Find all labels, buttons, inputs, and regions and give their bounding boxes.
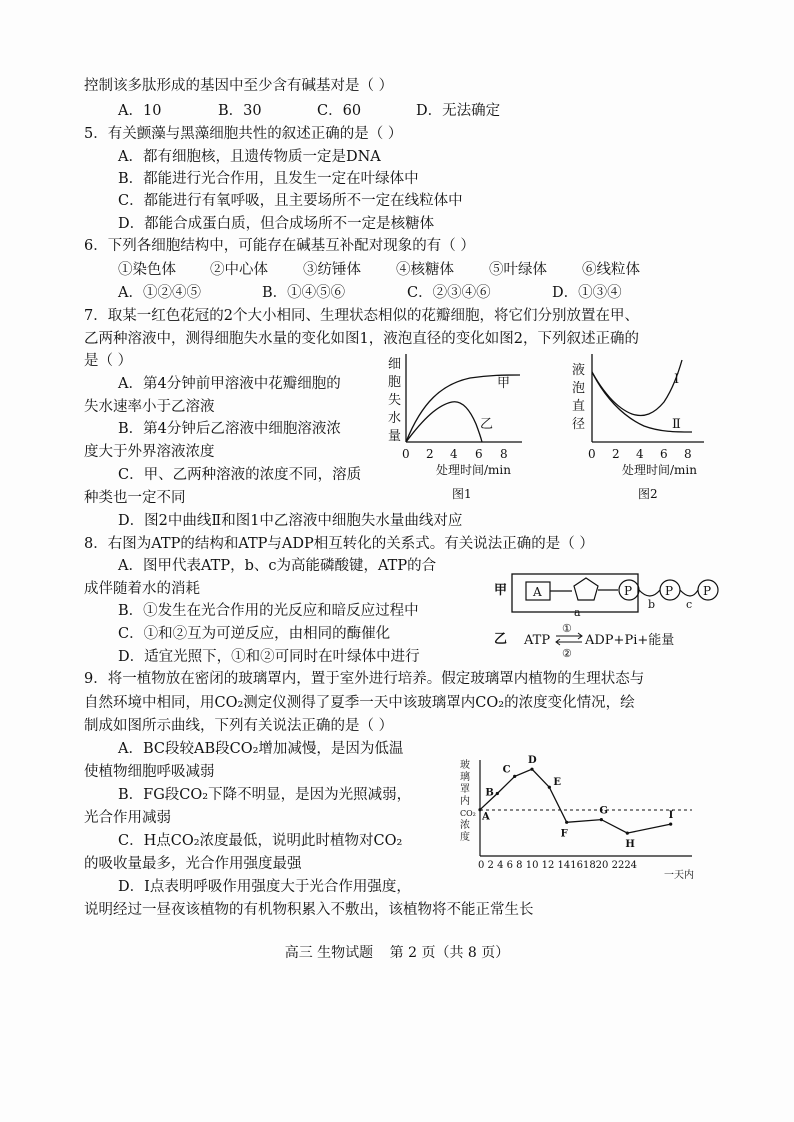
q6-item-3: ③纺锤体 <box>303 262 361 278</box>
q4-option-a: A．10 <box>118 103 162 119</box>
fig1-curve-yi <box>406 402 482 442</box>
fig1-ylabel-1: 细 <box>388 357 402 372</box>
q7-option-c-line1: C．甲、乙两种溶液的浓度不同，溶质 <box>118 467 362 483</box>
co2-ylabel-char: CO₂ <box>460 809 476 818</box>
q9-option-a-line2: 使植物细胞呼吸减弱 <box>84 764 215 780</box>
co2-point-D <box>530 768 533 771</box>
adenine-label: A <box>533 585 542 599</box>
co2-point-label-G: G <box>599 805 608 817</box>
fig2-ylabel-1: 液 <box>572 363 586 378</box>
atp-fig-label-jia: 甲 <box>494 583 508 598</box>
fig1-ylabel-4: 水 <box>388 411 402 426</box>
co2-ylabel-char: 浓 <box>460 820 470 831</box>
q9-option-d-line1: D．I点表明呼吸作用强度大于光合作用强度， <box>118 879 411 895</box>
arrow-label-2: ② <box>562 647 572 660</box>
fig2-xtick-0: 0 <box>588 447 596 461</box>
fig1-xtick-2: 2 <box>426 447 434 461</box>
q4-option-b: B．30 <box>218 103 262 119</box>
q6-item-5: ⑤叶绿体 <box>489 262 547 278</box>
atp-label-a: a <box>574 606 581 619</box>
q4-option-c: C．60 <box>317 103 362 119</box>
fig2-ylabel-3: 直 <box>572 399 586 414</box>
q5-option-c: C．都能进行有氧呼吸，且主要场所不一定在线粒体中 <box>118 193 463 209</box>
co2-point-C <box>513 775 516 778</box>
q8-option-d: D．适宜光照下，①和②可同时在叶绿体中进行 <box>118 649 420 665</box>
q6-stem: 6．下列各细胞结构中，可能存在碱基互补配对现象的有（ ） <box>84 238 475 254</box>
q8-option-a-line2: 成伴随着水的消耗 <box>84 581 200 597</box>
fig1-xtick-6: 6 <box>475 447 483 461</box>
co2-point-H <box>626 832 629 835</box>
q6-option-c: C．②③④⑥ <box>407 285 491 301</box>
co2-point-G <box>600 818 603 821</box>
q5-option-a: A．都有细胞核，且遗传物质一定是DNA <box>118 149 381 165</box>
phosphate-1-label: P <box>624 584 633 598</box>
q9-option-d-line2: 说明经过一昼夜该植物的有机物积累入不敷出，该植物将不能正常生长 <box>84 902 534 918</box>
co2-curve <box>480 769 671 833</box>
q9-option-a-line1: A．BC段较AB段CO₂增加减慢，是因为低温 <box>118 741 404 757</box>
fig2-curve-1 <box>592 360 682 416</box>
co2-point-F <box>565 821 568 824</box>
q7-stem-line3: 是（ ） <box>84 353 133 369</box>
co2-point-B <box>496 792 499 795</box>
q9-option-b-line2: 光合作用减弱 <box>84 810 171 826</box>
q7-option-a-line1: A．第4分钟前甲溶液中花瓣细胞的 <box>118 376 341 392</box>
fig1-xtick-8: 8 <box>500 447 508 461</box>
fig1-xtick-0: 0 <box>402 447 410 461</box>
co2-point-label-D: D <box>528 755 537 767</box>
fig2-xtick-2: 2 <box>612 447 620 461</box>
q9-stem-line1: 9．将一植物放在密闭的玻璃罩内，置于室外进行培养。假定玻璃罩内植物的生理状态与 <box>84 671 645 687</box>
co2-ylabel-char: 玻 <box>460 760 470 771</box>
fig1-xlabel: 处理时间/min <box>436 463 511 477</box>
q9-stem-line2: 自然环境中相同，用CO₂测定仪测得了夏季一天中该玻璃罩内CO₂的浓度变化情况，绘 <box>84 695 635 711</box>
q7-option-b-line2: 度大于外界溶液浓度 <box>84 444 215 460</box>
atp-reactant: ATP <box>524 633 551 648</box>
co2-point-label-B: B <box>485 787 494 799</box>
co2-xticks: 0 2 4 6 8 10 12 14161820 2224 <box>478 860 638 871</box>
fig2-xtick-8: 8 <box>684 447 692 461</box>
atp-fig-label-yi: 乙 <box>494 632 508 647</box>
page-footer <box>0 942 794 962</box>
co2-ylabel-char: 罩 <box>460 784 470 795</box>
q9-option-c-line1: C．H点CO₂浓度最低，说明此时植物对CO₂ <box>118 833 403 849</box>
bond-b <box>639 590 660 596</box>
co2-point-I <box>669 823 672 826</box>
fig2-caption: 图2 <box>638 487 658 501</box>
fig2-xtick-6: 6 <box>660 447 668 461</box>
q8-option-c: C．①和②互为可逆反应，由相同的酶催化 <box>118 626 391 642</box>
co2-point-label-E: E <box>553 777 561 789</box>
q9-stem-line3: 制成如图所示曲线，下列有关说法正确的是（ ） <box>84 718 394 734</box>
phosphate-3-label: P <box>703 584 712 598</box>
q5-option-b: B．都能进行光合作用，且发生一定在叶绿体中 <box>118 171 419 187</box>
co2-point-label-A: A <box>482 811 490 823</box>
co2-ylabel-char: 度 <box>460 832 470 843</box>
q6-option-b: B．①④⑤⑥ <box>262 285 346 301</box>
q8-stem: 8．右图为ATP的结构和ATP与ADP相互转化的关系式。有关说法正确的是（ ） <box>84 536 594 552</box>
q8-atp-figure <box>490 568 730 668</box>
fig1-label-yi: 乙 <box>480 417 494 432</box>
atp-label-c: c <box>686 598 693 611</box>
atp-label-b: b <box>648 598 656 611</box>
fig2-xtick-4: 4 <box>636 447 644 461</box>
co2-xlabel: 一天内 <box>664 870 694 881</box>
fig2-ylabel-2: 泡 <box>572 381 586 396</box>
q5-option-d: D．都能合成蛋白质，但合成场所不一定是核糖体 <box>118 216 435 232</box>
q7-option-a-line2: 失水速率小于乙溶液 <box>84 399 215 415</box>
ribose-pentagon <box>574 578 598 600</box>
co2-point-label-I: I <box>668 810 674 822</box>
q4-option-d: D．无法确定 <box>416 103 501 119</box>
q5-stem: 5．有关颤藻与黑藻细胞共性的叙述正确的是（ ） <box>84 126 403 142</box>
q7-option-b-line1: B．第4分钟后乙溶液中细胞溶液浓 <box>118 421 341 437</box>
q6-item-1: ①染色体 <box>118 262 176 278</box>
fig2-xlabel: 处理时间/min <box>622 463 697 477</box>
arrow-label-1: ① <box>562 622 572 635</box>
q6-option-d: D．①③④ <box>552 285 622 301</box>
q4-stem: 控制该多肽形成的基因中至少含有碱基对是（ ） <box>84 78 394 94</box>
co2-point-label-F: F <box>560 828 568 840</box>
fig1-ylabel-3: 失 <box>388 393 402 408</box>
atp-products: ADP+Pi+能量 <box>585 633 675 648</box>
bond-c <box>680 590 698 596</box>
q7-option-c-line2: 种类也一定不同 <box>84 490 186 506</box>
q9-option-b-line1: B．FG段CO₂下降不明显，是因为光照减弱， <box>118 787 412 803</box>
q7-figure-1 <box>380 350 540 508</box>
co2-point-label-C: C <box>502 764 511 776</box>
fig2-label-1: Ⅰ <box>674 372 680 387</box>
q8-option-b: B．①发生在光合作用的光反应和暗反应过程中 <box>118 603 419 619</box>
q6-option-a: A．①②④⑤ <box>118 285 201 301</box>
co2-ylabel-char: 内 <box>460 796 470 807</box>
footer-subject: 高三 生物试题 <box>284 945 374 961</box>
q6-item-6: ⑥线粒体 <box>582 262 640 278</box>
q7-stem-line2: 乙两种溶液中，测得细胞失水量的变化如图1，液泡直径的变化如图2，下列叙述正确的 <box>84 331 639 347</box>
fig1-xtick-4: 4 <box>450 447 458 461</box>
phosphate-2-label: P <box>665 584 674 598</box>
fig1-ylabel-5: 量 <box>388 429 402 444</box>
fig2-ylabel-4: 径 <box>572 417 586 432</box>
co2-point-label-H: H <box>625 839 635 851</box>
fig1-caption: 图1 <box>452 487 472 501</box>
q9-option-c-line2: 的吸收量最多，光合作用强度最强 <box>84 856 302 872</box>
q7-stem-line1: 7．取某一红色花冠的2个大小相同、生理状态相似的花瓣细胞，将它们分别放置在甲、 <box>84 308 639 324</box>
q8-option-a-line1: A．图甲代表ATP，b、c为高能磷酸键，ATP的合 <box>118 558 437 574</box>
q7-option-d: D．图2中曲线Ⅱ和图1中乙溶液中细胞失水量曲线对应 <box>118 513 463 529</box>
q7-figure-2 <box>568 350 718 508</box>
co2-ylabel-char: 璃 <box>460 772 470 783</box>
q6-item-4: ④核糖体 <box>396 262 454 278</box>
fig1-ylabel-2: 胞 <box>388 375 402 390</box>
q6-item-2: ②中心体 <box>210 262 268 278</box>
fig2-label-2: Ⅱ <box>672 417 681 432</box>
co2-point-E <box>548 786 551 789</box>
footer-page-number: 第 2 页（共 8 页） <box>389 945 510 961</box>
co2-chart-ylabel <box>460 758 476 843</box>
q9-co2-chart <box>452 752 704 882</box>
fig1-label-jia: 甲 <box>497 376 511 391</box>
